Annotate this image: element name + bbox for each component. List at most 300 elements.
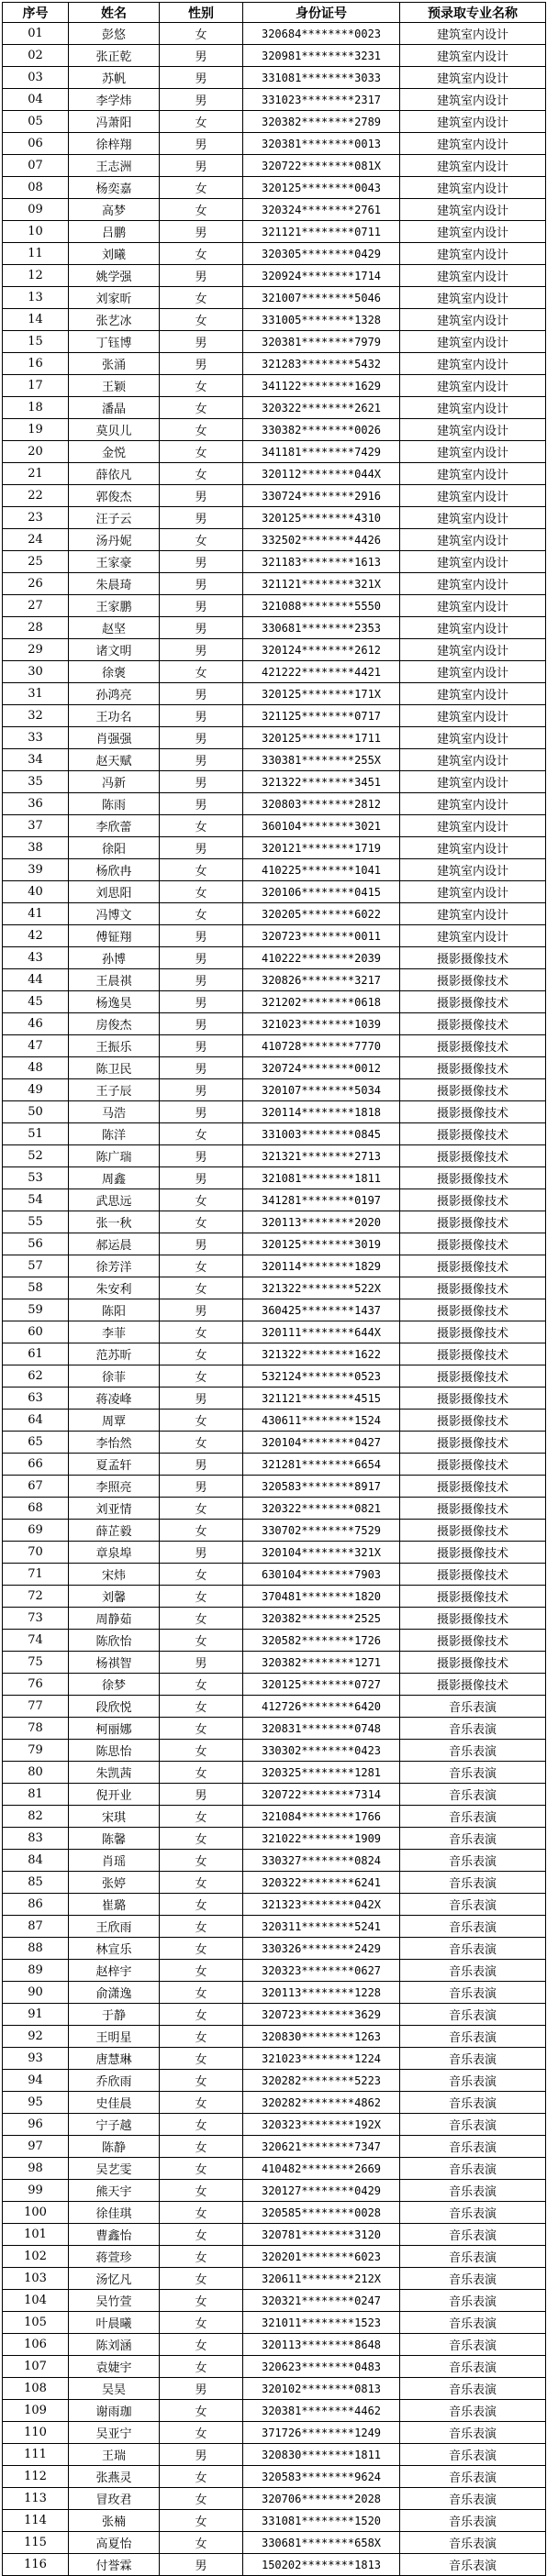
table-row: [3, 2488, 546, 2510]
cell-serial-number: 104: [3, 2290, 69, 2312]
cell-major: 摄影摄像技术: [400, 1035, 546, 1057]
cell-gender: 女: [160, 375, 243, 397]
cell-gender: 女: [160, 2312, 243, 2334]
cell-major: 摄影摄像技术: [400, 1476, 546, 1498]
cell-name: 袁婕宇: [69, 2356, 160, 2378]
table-row: [3, 2202, 546, 2224]
table-row: [3, 1476, 546, 1498]
table-row: [3, 2400, 546, 2422]
cell-gender: 女: [160, 397, 243, 419]
cell-gender: 女: [160, 2290, 243, 2312]
cell-serial-number: 111: [3, 2444, 69, 2466]
table-row: [3, 2092, 546, 2114]
cell-serial-number: 07: [3, 155, 69, 177]
cell-serial-number: 40: [3, 881, 69, 903]
cell-gender: 女: [160, 1608, 243, 1630]
cell-gender: 女: [160, 2136, 243, 2158]
table-row: [3, 1586, 546, 1608]
table-row: [3, 2268, 546, 2290]
cell-gender: 女: [160, 2092, 243, 2114]
cell-id-number: 360425********1437: [243, 1299, 400, 1321]
cell-id-number: 320323********192X: [243, 2114, 400, 2136]
cell-name: 陈欣怡: [69, 1630, 160, 1652]
cell-name: 丁钰博: [69, 331, 160, 353]
cell-serial-number: 56: [3, 1233, 69, 1255]
table-row: [3, 1013, 546, 1035]
cell-major: 建筑室内设计: [400, 177, 546, 199]
cell-name: 冯新: [69, 771, 160, 793]
cell-name: 马浩: [69, 1101, 160, 1123]
cell-name: 唐慧琳: [69, 2048, 160, 2070]
cell-serial-number: 78: [3, 1718, 69, 1740]
table-row: [3, 1740, 546, 1762]
table-row: [3, 727, 546, 749]
cell-gender: 男: [160, 793, 243, 815]
cell-major: 摄影摄像技术: [400, 1189, 546, 1211]
cell-id-number: 321081********1811: [243, 1167, 400, 1189]
cell-serial-number: 112: [3, 2466, 69, 2488]
cell-name: 刘曦: [69, 243, 160, 265]
cell-id-number: 320125********3019: [243, 1233, 400, 1255]
cell-id-number: 321202********0618: [243, 991, 400, 1013]
cell-serial-number: 09: [3, 199, 69, 221]
table-row: [3, 331, 546, 353]
cell-name: 王晨祺: [69, 969, 160, 991]
cell-name: 高夏怡: [69, 2532, 160, 2554]
cell-serial-number: 15: [3, 331, 69, 353]
cell-name: 刘馨: [69, 1586, 160, 1608]
cell-serial-number: 20: [3, 441, 69, 463]
cell-major: 建筑室内设计: [400, 375, 546, 397]
cell-name: 郝运晨: [69, 1233, 160, 1255]
cell-gender: 男: [160, 969, 243, 991]
table-row: [3, 617, 546, 639]
cell-major: 摄影摄像技术: [400, 1145, 546, 1167]
cell-name: 周静茹: [69, 1608, 160, 1630]
cell-major: 建筑室内设计: [400, 155, 546, 177]
table-row: [3, 2004, 546, 2026]
cell-id-number: 330382********0026: [243, 419, 400, 441]
cell-major: 音乐表演: [400, 2356, 546, 2378]
cell-id-number: 320305********0429: [243, 243, 400, 265]
cell-major: 建筑室内设计: [400, 199, 546, 221]
cell-id-number: 331081********1520: [243, 2510, 400, 2532]
cell-serial-number: 04: [3, 89, 69, 111]
cell-serial-number: 98: [3, 2158, 69, 2180]
cell-major: 建筑室内设计: [400, 771, 546, 793]
cell-id-number: 330381********255X: [243, 749, 400, 771]
cell-id-number: 320826********3217: [243, 969, 400, 991]
cell-id-number: 321121********321X: [243, 573, 400, 595]
cell-gender: 男: [160, 331, 243, 353]
cell-serial-number: 114: [3, 2510, 69, 2532]
cell-gender: 女: [160, 1806, 243, 1828]
cell-gender: 女: [160, 1564, 243, 1586]
cell-id-number: 321125********0717: [243, 705, 400, 727]
cell-serial-number: 81: [3, 1784, 69, 1806]
cell-major: 摄影摄像技术: [400, 1520, 546, 1542]
cell-id-number: 320125********0727: [243, 1674, 400, 1696]
cell-name: 蒋凌峰: [69, 1388, 160, 1410]
table-row: [3, 1630, 546, 1652]
cell-gender: 女: [160, 2070, 243, 2092]
cell-gender: 女: [160, 1894, 243, 1916]
cell-name: 陈静: [69, 2136, 160, 2158]
cell-id-number: 320706********2028: [243, 2488, 400, 2510]
cell-serial-number: 53: [3, 1167, 69, 1189]
cell-serial-number: 83: [3, 1828, 69, 1850]
cell-id-number: 320114********1829: [243, 1255, 400, 1277]
cell-name: 张艺冰: [69, 309, 160, 331]
cell-name: 李菲: [69, 1321, 160, 1343]
table-row: [3, 859, 546, 881]
table-row: [3, 155, 546, 177]
cell-major: 音乐表演: [400, 2422, 546, 2444]
cell-id-number: 320382********1271: [243, 1652, 400, 1674]
cell-major: 摄影摄像技术: [400, 947, 546, 969]
cell-gender: 女: [160, 1211, 243, 1233]
cell-serial-number: 71: [3, 1564, 69, 1586]
cell-major: 建筑室内设计: [400, 507, 546, 529]
table-row: [3, 485, 546, 507]
table-row: [3, 1454, 546, 1476]
cell-name: 周鑫: [69, 1167, 160, 1189]
cell-name: 王家鹏: [69, 595, 160, 617]
cell-name: 张一秋: [69, 1211, 160, 1233]
cell-name: 赵坚: [69, 617, 160, 639]
cell-id-number: 321121********0711: [243, 221, 400, 243]
cell-gender: 男: [160, 133, 243, 155]
cell-major: 音乐表演: [400, 1696, 546, 1718]
table-row: [3, 463, 546, 485]
cell-gender: 女: [160, 1960, 243, 1982]
cell-serial-number: 109: [3, 2400, 69, 2422]
cell-id-number: 320113********2020: [243, 1211, 400, 1233]
cell-gender: 男: [160, 925, 243, 947]
cell-major: 音乐表演: [400, 1960, 546, 1982]
cell-id-number: 320125********171X: [243, 683, 400, 705]
cell-gender: 女: [160, 1718, 243, 1740]
cell-name: 叶晨曦: [69, 2312, 160, 2334]
cell-id-number: 321023********1039: [243, 1013, 400, 1035]
cell-name: 李学炜: [69, 89, 160, 111]
cell-serial-number: 03: [3, 67, 69, 89]
cell-major: 建筑室内设计: [400, 617, 546, 639]
table-row: [3, 1938, 546, 1960]
table-row: [3, 749, 546, 771]
cell-name: 汤丹妮: [69, 529, 160, 551]
cell-major: 音乐表演: [400, 1872, 546, 1894]
cell-major: 建筑室内设计: [400, 705, 546, 727]
cell-gender: 女: [160, 2488, 243, 2510]
table-row: [3, 2070, 546, 2092]
cell-serial-number: 68: [3, 1498, 69, 1520]
cell-id-number: 330724********2916: [243, 485, 400, 507]
cell-gender: 女: [160, 2026, 243, 2048]
table-row: [3, 89, 546, 111]
cell-major: 建筑室内设计: [400, 89, 546, 111]
table-row: [3, 1894, 546, 1916]
cell-major: 建筑室内设计: [400, 353, 546, 375]
cell-serial-number: 95: [3, 2092, 69, 2114]
cell-major: 音乐表演: [400, 2554, 546, 2576]
cell-gender: 女: [160, 2356, 243, 2378]
cell-id-number: 320322********0821: [243, 1498, 400, 1520]
cell-major: 建筑室内设计: [400, 727, 546, 749]
cell-serial-number: 66: [3, 1454, 69, 1476]
cell-serial-number: 61: [3, 1343, 69, 1365]
cell-id-number: 320323********0627: [243, 1960, 400, 1982]
cell-major: 音乐表演: [400, 2048, 546, 2070]
cell-major: 建筑室内设计: [400, 265, 546, 287]
table-row: [3, 2114, 546, 2136]
cell-gender: 女: [160, 2422, 243, 2444]
cell-major: 摄影摄像技术: [400, 1432, 546, 1454]
cell-major: 音乐表演: [400, 2312, 546, 2334]
cell-major: 建筑室内设计: [400, 595, 546, 617]
cell-gender: 男: [160, 617, 243, 639]
cell-gender: 女: [160, 2466, 243, 2488]
cell-id-number: 630104********7903: [243, 1564, 400, 1586]
cell-id-number: 320382********2789: [243, 111, 400, 133]
cell-name: 李照亮: [69, 1476, 160, 1498]
cell-name: 王功名: [69, 705, 160, 727]
table-row: [3, 705, 546, 727]
table-row: [3, 2334, 546, 2356]
cell-name: 章泉埠: [69, 1542, 160, 1564]
cell-major: 音乐表演: [400, 1894, 546, 1916]
cell-major: 建筑室内设计: [400, 397, 546, 419]
cell-major: 建筑室内设计: [400, 551, 546, 573]
cell-major: 建筑室内设计: [400, 67, 546, 89]
cell-major: 建筑室内设计: [400, 309, 546, 331]
cell-id-number: 320121********1719: [243, 837, 400, 859]
cell-gender: 男: [160, 155, 243, 177]
cell-serial-number: 63: [3, 1388, 69, 1410]
cell-major: 音乐表演: [400, 2290, 546, 2312]
cell-gender: 女: [160, 1189, 243, 1211]
table-row: [3, 837, 546, 859]
cell-serial-number: 57: [3, 1255, 69, 1277]
table-row: [3, 1255, 546, 1277]
cell-serial-number: 33: [3, 727, 69, 749]
table-row: [3, 1806, 546, 1828]
cell-id-number: 320830********1811: [243, 2444, 400, 2466]
cell-serial-number: 31: [3, 683, 69, 705]
cell-id-number: 330681********658X: [243, 2532, 400, 2554]
cell-id-number: 320724********0012: [243, 1057, 400, 1079]
cell-id-number: 320831********0748: [243, 1718, 400, 1740]
table-row: [3, 2246, 546, 2268]
cell-major: 摄影摄像技术: [400, 1586, 546, 1608]
cell-id-number: 320311********5241: [243, 1916, 400, 1938]
cell-gender: 男: [160, 2378, 243, 2400]
cell-name: 杨奕嘉: [69, 177, 160, 199]
table-row: [3, 903, 546, 925]
table-row: [3, 133, 546, 155]
cell-id-number: 320924********1714: [243, 265, 400, 287]
cell-serial-number: 85: [3, 1872, 69, 1894]
cell-id-number: 320112********044X: [243, 463, 400, 485]
cell-gender: 女: [160, 815, 243, 837]
cell-id-number: 330326********2429: [243, 1938, 400, 1960]
cell-name: 熊天宇: [69, 2180, 160, 2202]
cell-name: 杨祺智: [69, 1652, 160, 1674]
cell-serial-number: 106: [3, 2334, 69, 2356]
cell-id-number: 320322********2621: [243, 397, 400, 419]
cell-gender: 男: [160, 1454, 243, 1476]
cell-gender: 女: [160, 661, 243, 683]
cell-serial-number: 108: [3, 2378, 69, 2400]
cell-name: 金悦: [69, 441, 160, 463]
cell-name: 彭悠: [69, 23, 160, 45]
cell-id-number: 341281********0197: [243, 1189, 400, 1211]
cell-major: 音乐表演: [400, 1740, 546, 1762]
cell-serial-number: 101: [3, 2224, 69, 2246]
cell-gender: 男: [160, 1652, 243, 1674]
cell-serial-number: 89: [3, 1960, 69, 1982]
cell-name: 薛依凡: [69, 463, 160, 485]
cell-gender: 女: [160, 2180, 243, 2202]
cell-serial-number: 105: [3, 2312, 69, 2334]
cell-serial-number: 69: [3, 1520, 69, 1542]
cell-gender: 女: [160, 177, 243, 199]
cell-major: 摄影摄像技术: [400, 1057, 546, 1079]
cell-id-number: 321121********4515: [243, 1388, 400, 1410]
cell-major: 音乐表演: [400, 2532, 546, 2554]
cell-serial-number: 115: [3, 2532, 69, 2554]
table-row: [3, 2532, 546, 2554]
cell-serial-number: 65: [3, 1432, 69, 1454]
cell-serial-number: 99: [3, 2180, 69, 2202]
cell-name: 王颖: [69, 375, 160, 397]
cell-serial-number: 34: [3, 749, 69, 771]
cell-serial-number: 06: [3, 133, 69, 155]
cell-gender: 女: [160, 1872, 243, 1894]
cell-gender: 女: [160, 881, 243, 903]
cell-serial-number: 55: [3, 1211, 69, 1233]
table-row: [3, 1872, 546, 1894]
table-row: [3, 1696, 546, 1718]
cell-id-number: 410225********1041: [243, 859, 400, 881]
cell-major: 音乐表演: [400, 2136, 546, 2158]
cell-id-number: 331081********3033: [243, 67, 400, 89]
cell-id-number: 320803********2812: [243, 793, 400, 815]
cell-gender: 男: [160, 683, 243, 705]
cell-gender: 女: [160, 1696, 243, 1718]
table-row: [3, 1674, 546, 1696]
cell-major: 摄影摄像技术: [400, 1410, 546, 1432]
cell-gender: 女: [160, 1586, 243, 1608]
cell-name: 蒋萱珍: [69, 2246, 160, 2268]
cell-major: 音乐表演: [400, 2026, 546, 2048]
table-row: [3, 1542, 546, 1564]
cell-id-number: 331023********2317: [243, 89, 400, 111]
cell-serial-number: 84: [3, 1850, 69, 1872]
cell-name: 朱安利: [69, 1277, 160, 1299]
cell-id-number: 412726********6420: [243, 1696, 400, 1718]
cell-id-number: 320322********6241: [243, 1872, 400, 1894]
cell-major: 摄影摄像技术: [400, 1123, 546, 1145]
table-row: [3, 23, 546, 45]
table-row: [3, 991, 546, 1013]
cell-name: 吴亚宁: [69, 2422, 160, 2444]
cell-major: 音乐表演: [400, 1982, 546, 2004]
cell-serial-number: 70: [3, 1542, 69, 1564]
cell-id-number: 330302********0423: [243, 1740, 400, 1762]
cell-major: 建筑室内设计: [400, 287, 546, 309]
cell-id-number: 332502********4426: [243, 529, 400, 551]
cell-major: 建筑室内设计: [400, 45, 546, 67]
cell-serial-number: 74: [3, 1630, 69, 1652]
cell-id-number: 320107********5034: [243, 1079, 400, 1101]
cell-name: 柯丽娜: [69, 1718, 160, 1740]
cell-name: 徐芳洋: [69, 1255, 160, 1277]
table-row: [3, 1365, 546, 1388]
table-row: [3, 111, 546, 133]
cell-name: 陈思怡: [69, 1740, 160, 1762]
cell-major: 摄影摄像技术: [400, 1013, 546, 1035]
cell-name: 冯博文: [69, 903, 160, 925]
cell-id-number: 321183********1613: [243, 551, 400, 573]
cell-gender: 女: [160, 2510, 243, 2532]
cell-name: 朱晨琦: [69, 573, 160, 595]
table-row: [3, 507, 546, 529]
cell-name: 杨逸昊: [69, 991, 160, 1013]
cell-id-number: 320205********6022: [243, 903, 400, 925]
cell-gender: 女: [160, 463, 243, 485]
cell-gender: 女: [160, 2334, 243, 2356]
table-header-row: [3, 3, 546, 23]
cell-gender: 男: [160, 353, 243, 375]
cell-id-number: 330327********0824: [243, 1850, 400, 1872]
cell-gender: 女: [160, 441, 243, 463]
cell-gender: 女: [160, 1828, 243, 1850]
table-row: [3, 573, 546, 595]
cell-serial-number: 37: [3, 815, 69, 837]
table-row: [3, 1850, 546, 1872]
cell-gender: 女: [160, 1365, 243, 1388]
cell-id-number: 330702********7529: [243, 1520, 400, 1542]
cell-serial-number: 26: [3, 573, 69, 595]
cell-gender: 女: [160, 2400, 243, 2422]
cell-major: 建筑室内设计: [400, 419, 546, 441]
table-row: [3, 1035, 546, 1057]
table-row: [3, 2466, 546, 2488]
cell-gender: 男: [160, 45, 243, 67]
cell-name: 林宣乐: [69, 1938, 160, 1960]
cell-id-number: 321322********522X: [243, 1277, 400, 1299]
header-gender: 性别: [160, 3, 243, 23]
cell-gender: 女: [160, 1520, 243, 1542]
cell-name: 段欣悦: [69, 1696, 160, 1718]
cell-name: 李欣蕾: [69, 815, 160, 837]
cell-serial-number: 59: [3, 1299, 69, 1321]
cell-major: 摄影摄像技术: [400, 1564, 546, 1586]
cell-gender: 女: [160, 309, 243, 331]
cell-name: 王瑞: [69, 2444, 160, 2466]
cell-major: 音乐表演: [400, 1938, 546, 1960]
cell-name: 房俊杰: [69, 1013, 160, 1035]
table-row: [3, 1828, 546, 1850]
table-row: [3, 1916, 546, 1938]
cell-gender: 女: [160, 1343, 243, 1365]
cell-major: 摄影摄像技术: [400, 1233, 546, 1255]
cell-serial-number: 05: [3, 111, 69, 133]
cell-serial-number: 103: [3, 2268, 69, 2290]
cell-gender: 男: [160, 551, 243, 573]
cell-major: 摄影摄像技术: [400, 969, 546, 991]
